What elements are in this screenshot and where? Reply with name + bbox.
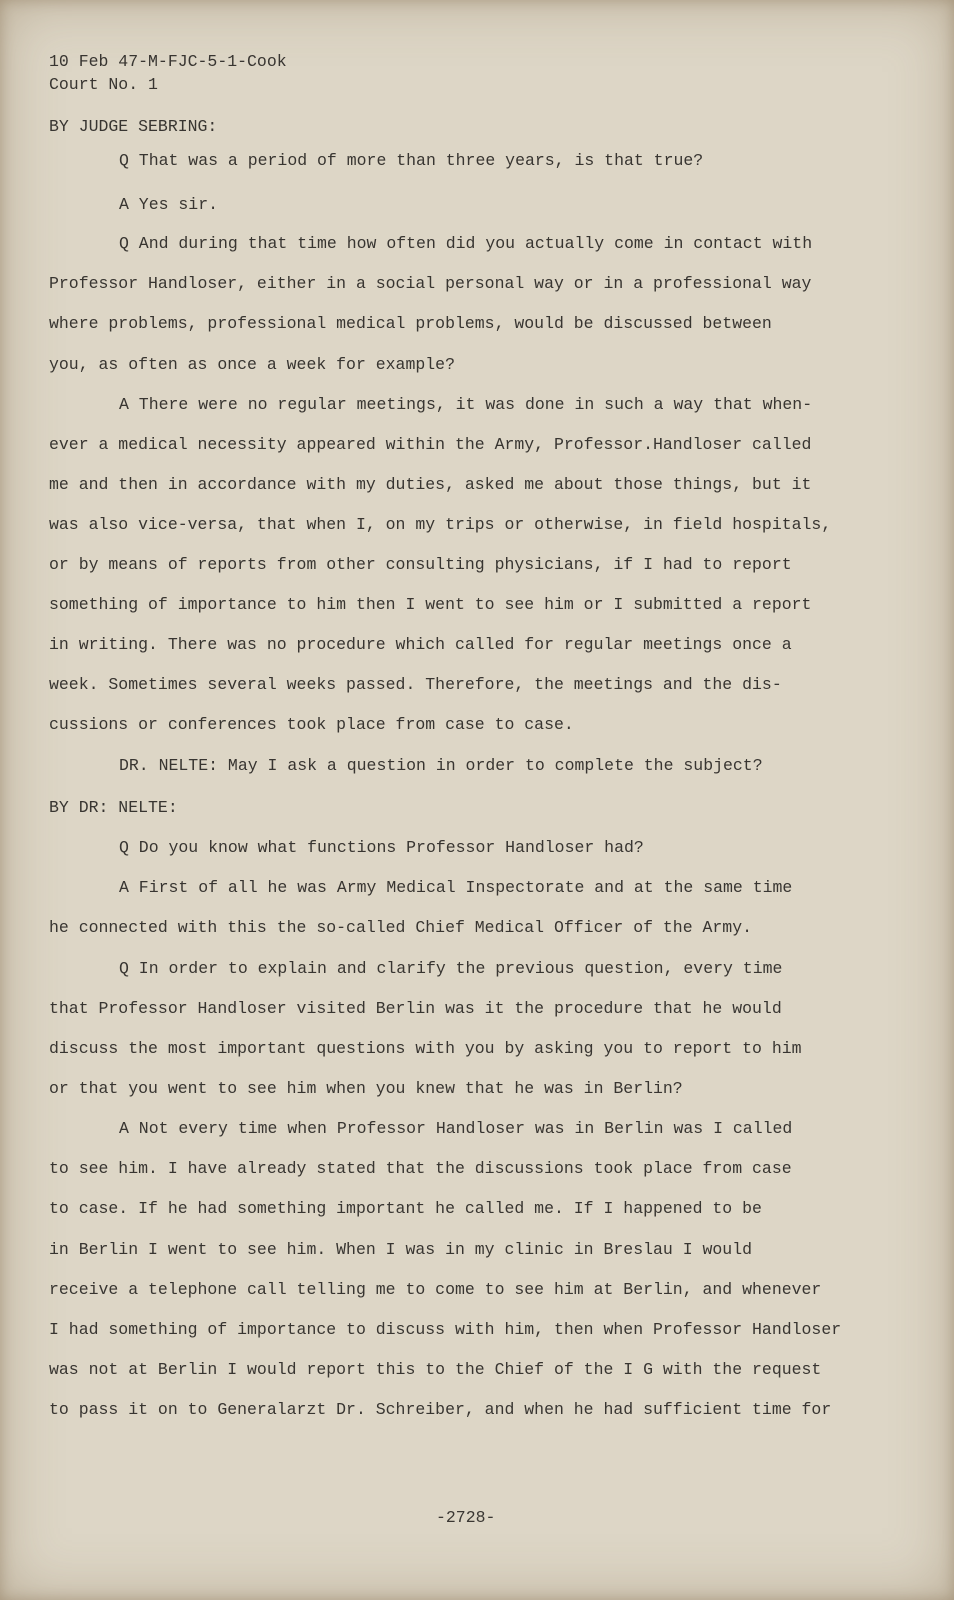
text-line: week. Sometimes several weeks passed. Therefore, the meetings and the dis- xyxy=(49,675,782,694)
header-line-2: Court No. 1 xyxy=(49,75,158,94)
question-line: Q Do you know what functions Professor Handloser had? xyxy=(119,838,644,857)
speaker-heading: BY JUDGE SEBRING: xyxy=(49,117,218,136)
page-number: -2728- xyxy=(436,1508,496,1527)
speaker-heading: BY DR: NELTE: xyxy=(49,798,178,817)
text-line: to pass it on to Generalarzt Dr. Schreiber, and when he had sufficient time for xyxy=(49,1400,832,1419)
answer-line: A Yes sir. xyxy=(119,195,219,214)
text-line: you, as often as once a week for example? xyxy=(49,355,455,374)
text-line: that Professor Handloser visited Berlin was it the procedure that he would xyxy=(49,999,782,1018)
text-line: me and then in accordance with my duties, asked me about those things, but it xyxy=(49,475,812,494)
text-line: was not at Berlin I would report this to the Chief of the I G with the request xyxy=(49,1360,822,1379)
text-line: receive a telephone call telling me to come to see him at Berlin, and whenever xyxy=(49,1280,822,1299)
text-line: ever a medical necessity appeared within the Army, Professor.Handloser called xyxy=(49,435,812,454)
text-line: I had something of importance to discuss with him, then when Professor Handloser xyxy=(49,1320,842,1339)
text-line: Professor Handloser, either in a social personal way or in a professional way xyxy=(49,274,812,293)
question-line: Q In order to explain and clarify the previous question, every time xyxy=(119,959,783,978)
speaker-line: DR. NELTE: May I ask a question in order to complete the subject? xyxy=(119,756,763,775)
text-line: something of importance to him then I went to see him or I submitted a report xyxy=(49,595,812,614)
answer-line: A First of all he was Army Medical Inspectorate and at the same time xyxy=(119,878,793,897)
answer-line: A There were no regular meetings, it was done in such a way that when- xyxy=(119,395,813,414)
text-line: where problems, professional medical problems, would be discussed between xyxy=(49,314,772,333)
text-line: or by means of reports from other consulting physicians, if I had to report xyxy=(49,555,792,574)
text-line: was also vice-versa, that when I, on my trips or otherwise, in field hospitals, xyxy=(49,515,832,534)
question-line: Q And during that time how often did you actually come in contact with xyxy=(119,234,813,253)
text-line: or that you went to see him when you knew that he was in Berlin? xyxy=(49,1079,683,1098)
question-line: Q That was a period of more than three years, is that true? xyxy=(119,151,704,170)
text-line: discuss the most important questions with you by asking you to report to him xyxy=(49,1039,802,1058)
text-line: to case. If he had something important he called me. If I happened to be xyxy=(49,1199,762,1218)
text-line: he connected with this the so-called Chief Medical Officer of the Army. xyxy=(49,918,753,937)
text-line: cussions or conferences took place from case to case. xyxy=(49,715,574,734)
text-line: to see him. I have already stated that the discussions took place from case xyxy=(49,1159,792,1178)
text-line: in Berlin I went to see him. When I was in my clinic in Breslau I would xyxy=(49,1240,753,1259)
text-line: in writing. There was no procedure which called for regular meetings once a xyxy=(49,635,792,654)
header-line-1: 10 Feb 47-M-FJC-5-1-Cook xyxy=(49,52,287,71)
answer-line: A Not every time when Professor Handloser was in Berlin was I called xyxy=(119,1119,793,1138)
